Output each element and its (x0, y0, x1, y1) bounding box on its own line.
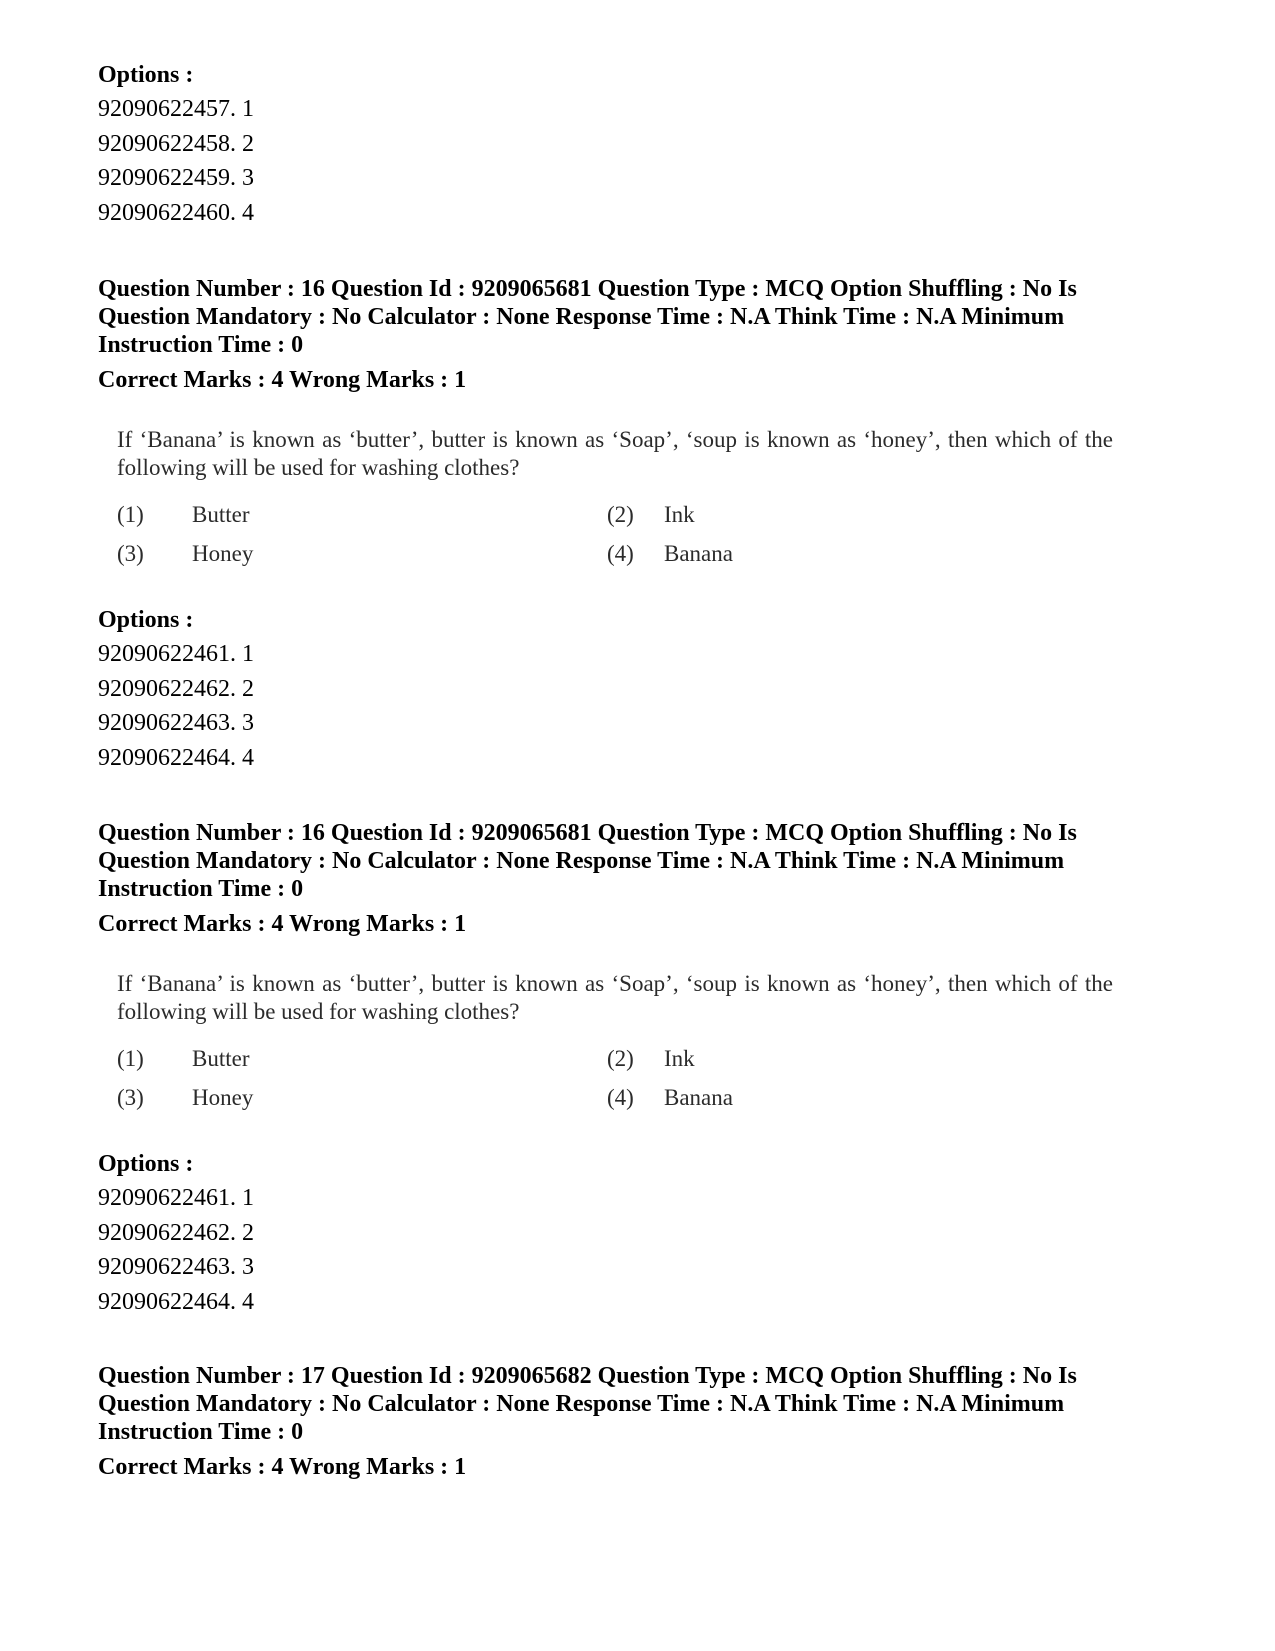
option-item: 92090622462. 2 (98, 675, 254, 702)
choice-label: Ink (664, 1046, 695, 1071)
choice-grid (117, 1045, 1117, 1112)
options-block-top (98, 58, 1128, 230)
question-metadata: Question Number : 17 Question Id : 9209065682 Question Type : MCQ Option Shuffling : No Is Question Mandatory : No Calculator : None Response Time : N.A Think Time : N.A Minimum Instruction Time : 0 (98, 1363, 1077, 1445)
choice-number: (2) (607, 1046, 634, 1071)
option-item: 92090622460. 4 (98, 199, 254, 226)
option-item: 92090622458. 2 (98, 130, 254, 157)
question-text: If ‘Banana’ is known as ‘butter’, butter is known as ‘Soap’, ‘soup is known as ‘honey’, then which of the following will be used for washing clothes? (117, 427, 1113, 480)
question-header-block (98, 819, 1128, 938)
option-item: 92090622459. 3 (98, 165, 254, 191)
question-metadata: Question Number : 16 Question Id : 9209065681 Question Type : MCQ Option Shuffling : No Is Question Mandatory : No Calculator : None Response Time : N.A Think Time : N.A Minimum Instruction Time : 0 (98, 276, 1077, 358)
question-header-block (98, 1362, 1128, 1481)
question-marks: Correct Marks : 4 Wrong Marks : 1 (98, 911, 467, 937)
choice-number: (1) (117, 1046, 144, 1071)
question-marks: Correct Marks : 4 Wrong Marks : 1 (98, 1454, 467, 1480)
choice-label: Banana (664, 1085, 733, 1110)
option-item: 92090622464. 4 (98, 1288, 254, 1315)
options-title: Options : (98, 62, 194, 88)
choice-label: Honey (192, 541, 254, 566)
choice-number: (3) (117, 541, 144, 566)
choice-label: Honey (192, 1085, 254, 1110)
choice-number: (4) (607, 541, 634, 566)
question-text: If ‘Banana’ is known as ‘butter’, butter is known as ‘Soap’, ‘soup is known as ‘honey’, then which of the following will be used for washing clothes? (117, 971, 1113, 1024)
options-block (98, 603, 1128, 775)
choice-number: (1) (117, 502, 144, 527)
question-metadata: Question Number : 16 Question Id : 9209065681 Question Type : MCQ Option Shuffling : No Is Question Mandatory : No Calculator : None Response Time : N.A Think Time : N.A Minimum Instruction Time : 0 (98, 820, 1077, 902)
question-header-block (98, 275, 1128, 394)
option-item: 92090622457. 1 (98, 96, 254, 122)
options-block (98, 1147, 1128, 1319)
options-title: Options : (98, 607, 194, 633)
choice-grid (117, 501, 1117, 568)
choice-label: Ink (664, 502, 695, 527)
option-item: 92090622463. 3 (98, 1254, 254, 1280)
choice-number: (3) (117, 1085, 144, 1110)
options-title: Options : (98, 1151, 194, 1177)
choice-number: (4) (607, 1085, 634, 1110)
choice-label: Butter (192, 1046, 250, 1071)
choice-label: Banana (664, 541, 733, 566)
question-marks: Correct Marks : 4 Wrong Marks : 1 (98, 367, 467, 393)
choice-number: (2) (607, 502, 634, 527)
question-body (117, 970, 1117, 1112)
option-item: 92090622461. 1 (98, 1185, 254, 1211)
option-item: 92090622461. 1 (98, 641, 254, 667)
choice-label: Butter (192, 502, 250, 527)
option-item: 92090622463. 3 (98, 710, 254, 736)
option-item: 92090622462. 2 (98, 1219, 254, 1246)
question-body (117, 426, 1117, 568)
option-item: 92090622464. 4 (98, 744, 254, 771)
